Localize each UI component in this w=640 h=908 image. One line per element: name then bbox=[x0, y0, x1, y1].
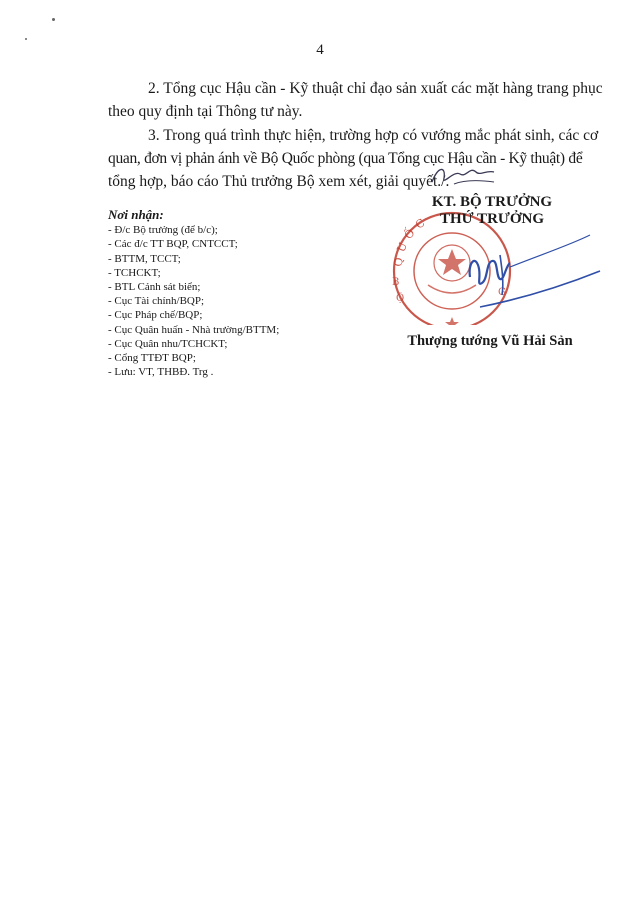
recipient-item: - Cổng TTĐT BQP; bbox=[108, 352, 196, 365]
recipient-item: - Cục Tài chính/BQP; bbox=[108, 295, 205, 308]
signature-flourish bbox=[424, 160, 504, 190]
paragraph-2-line-2: theo quy định tại Thông tư này. bbox=[108, 103, 303, 120]
svg-text:B: B bbox=[392, 277, 400, 288]
scan-speck bbox=[52, 18, 55, 21]
paragraph-3-line-2: quan, đơn vị phản ánh về Bộ Quốc phòng (qua Tổng cục Hậu cần - Kỹ thuật) để bbox=[108, 150, 583, 167]
recipient-item: - Đ/c Bộ trưởng (để b/c); bbox=[108, 224, 218, 237]
svg-text:QUỐC: QUỐC bbox=[391, 213, 432, 268]
signer-name: Thượng tướng Vũ Hải Sản bbox=[407, 333, 573, 349]
paragraph-3-line-3: tổng hợp, báo cáo Thủ trưởng Bộ xem xét, giải quyết./. bbox=[108, 173, 450, 190]
signature-title-2: THỨ TRƯỞNG bbox=[439, 211, 545, 227]
recipients-items bbox=[108, 223, 279, 379]
paragraph-3 bbox=[108, 124, 599, 193]
svg-text:G: G bbox=[498, 287, 506, 298]
recipient-item: - Cục Pháp chế/BQP; bbox=[108, 309, 203, 322]
paragraph-2-line-1: 2. Tổng cục Hậu cần - Kỹ thuật chỉ đạo sản xuất các mặt hàng trang phục bbox=[148, 80, 603, 97]
recipients-list bbox=[108, 208, 279, 379]
page-number: 4 bbox=[316, 42, 324, 58]
handwritten-signature-icon bbox=[440, 225, 605, 325]
recipient-item: - Cục Quân huấn - Nhà trường/BTTM; bbox=[108, 323, 280, 336]
recipient-item: - BTTM, TCCT; bbox=[108, 252, 181, 265]
scan-speck bbox=[25, 38, 27, 40]
paragraph-3-line-1: 3. Trong quá trình thực hiện, trường hợp có vướng mắc phát sinh, các cơ bbox=[148, 127, 599, 144]
recipient-item: - Lưu: VT, THBĐ. Trg . bbox=[108, 366, 214, 379]
svg-text:Ộ: Ộ bbox=[396, 293, 405, 304]
recipient-item: - Cục Quân nhu/TCHCKT; bbox=[108, 337, 228, 350]
recipients-heading: Nơi nhận: bbox=[108, 207, 164, 222]
recipient-item: - TCHCKT; bbox=[108, 266, 161, 279]
signature-title-1: KT. BỘ TRƯỞNG bbox=[431, 194, 553, 210]
recipient-item: - Các đ/c TT BQP, CNTCCT; bbox=[108, 238, 238, 251]
recipient-item: - BTL Cảnh sát biển; bbox=[108, 281, 201, 294]
paragraph-2 bbox=[108, 77, 603, 123]
